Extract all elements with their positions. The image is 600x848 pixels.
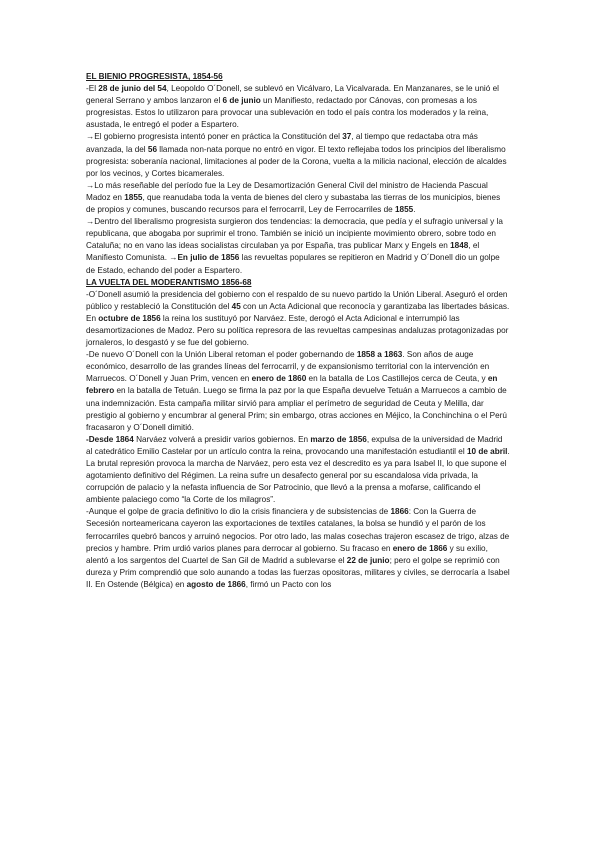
text-run: →El gobierno progresista intentó poner en práctica la Constitución del <box>86 132 343 142</box>
paragraph <box>86 349 510 434</box>
heading-bienio-progresista: EL BIENIO PROGRESISTA, 1854-56 <box>86 72 223 81</box>
heading-vuelta-moderantismo: LA VUELTA DEL MODERANTISMO 1856-68 <box>86 277 252 287</box>
paragraph <box>86 83 510 131</box>
text-run: -El <box>86 84 99 94</box>
bold-text: 6 de junio <box>222 96 261 106</box>
text-run: →Dentro del liberalismo progresista surgieron dos tendencias: la democracia, que pedía y el sufragio universal y la republicana, que abogaba por suprimir el trono. También se inició un incipiente movimiento obrero, sobre todo en Cataluña; no en vano las ideas socialistas circulaban ya por España, tras publicar Marx y Engels en <box>86 217 503 251</box>
bold-text: enero de 1860 <box>251 374 307 384</box>
text-run: en la batalla de Los Castillejos cerca de Ceuta, y <box>306 374 488 384</box>
text-run: →Lo más reseñable del período fue la Ley de Desamortización General Civil del ministro de Hacienda Pascual Madoz en <box>86 180 488 202</box>
text-run: -O´Donell asumió la presidencia del gobierno con el respaldo de su nuevo partido la Unión Liberal. Aseguró el orden público y restableció la Constitución del <box>86 289 508 311</box>
text-run: , que reanudaba toda la venta de bienes del clero y subastaba las tierras de los municipios, bienes de propios y comunes, buscando recursos para el ferrocarril, Ley de Ferrocarriles de <box>86 192 501 215</box>
text-run: -De nuevo O´Donell con la Unión Liberal retoman el poder gobernando de <box>86 350 357 360</box>
text-run: Narváez volverá a presidir varios gobiernos. En <box>133 434 311 444</box>
text-run: , el Manifiesto Comunista. → <box>86 241 480 263</box>
text-run: . <box>413 205 416 215</box>
text-run: con un Acta Adicional que reconocía y garantizaba las libertades básicas. En <box>86 301 510 323</box>
paragraph <box>86 180 510 216</box>
text-run: la reina los sustituyó por Narváez. Este, derogó el Acta Adicional e interrumpió las desamortizaciones de Madoz. Pero su política represora de las revueltas campesinas andaluzas protagonizadas por jornaleros, lo desgastó y se fue del gobierno. <box>86 313 509 348</box>
section-vuelta-moderantismo <box>86 289 510 591</box>
paragraph <box>86 506 510 591</box>
text-run: las revueltas populares se repitieron en Madrid y O´Donell dio un golpe de Estado, echando del poder a Espartero. <box>86 253 500 275</box>
bold-text: En julio de 1856 <box>177 253 240 263</box>
document-page <box>86 71 510 591</box>
paragraph <box>86 216 510 276</box>
text-run: -Aunque el golpe de gracia definitivo lo dio la crisis financiera y de subsistencias de <box>86 507 391 517</box>
text-run: llamada non-nata porque no entró en vigor. El texto reflejaba todos los principios del liberalismo progresista: soberanía nacional, limitaciones al poder de la Corona, vuelta a la milicia nacional, elección de alcaldes por los vecinos, y Cortes bicamerales. <box>86 144 507 178</box>
bold-text: 56 <box>147 144 158 154</box>
bold-text: -Desde 1864 <box>86 434 134 444</box>
text-run: ; pero el golpe se reprimió con dureza y Prim comprendió que solo aunando a todas las fuerzas opositoras, militares y civiles, se derrocaría a Isabel II. En Ostende (Bélgica) en <box>86 555 510 589</box>
bold-text: enero de 1866 <box>392 543 448 553</box>
text-run: , expulsa de la universidad de Madrid al catedrático Emilio Castelar por un artículo contra la reina, provocando una manifestación estudiantil el <box>86 434 503 456</box>
bold-text: 1848 <box>450 241 469 251</box>
text-run: . La brutal represión provoca la marcha de Narváez, pero esta vez el descredito es ya para Isabel II, lo que supone el agotamiento definitivo del Régimen. La reina sufre un desafecto general por su escandalosa vida privada, la corrupción de palacio y la nefasta influencia de Sor Patrocinio, que llevó a la prensa a mofarse, calificando el ambiente palaciego como “la Corte de los milagros”. <box>86 446 510 505</box>
bold-text: agosto de 1866 <box>186 579 246 589</box>
bold-text: 1866 <box>390 507 409 517</box>
paragraph <box>86 289 510 349</box>
section-bienio-progresista <box>86 83 510 277</box>
bold-text: 37 <box>342 132 352 142</box>
bold-text: octubre de 1856 <box>98 313 161 323</box>
bold-text: 22 de junio <box>346 555 390 565</box>
text-run: , al tiempo que redactaba otra más avanzada, la del <box>86 132 478 154</box>
bold-text: 28 de junio del 54 <box>98 84 167 94</box>
paragraph <box>86 434 510 507</box>
text-run: , firmó un Pacto con los <box>245 579 332 589</box>
bold-text: en febrero <box>86 374 498 396</box>
bold-text: 1858 a 1863 <box>356 350 403 360</box>
paragraph <box>86 131 510 179</box>
text-run: un Manifiesto, redactado por Cánovas, con promesas a los progresistas. Estos lo utilizaron para provocar una sublevación en todo el país contra los moderados y la reina, asustada, le entregó el poder a Espartero. <box>86 96 489 130</box>
text-run: . Son años de auge económico, desarrollo de las grandes líneas del ferrocarril, y de expansionismo territorial con la intervención en Marruecos. O´Donell y Juan Prim, vencen en <box>86 350 490 384</box>
bold-text: marzo de 1856 <box>310 434 367 444</box>
bold-text: 1855 <box>395 205 414 215</box>
text-run: : Con la Guerra de Secesión norteamericana cayeron las exportaciones de textiles catalanes, la bolsa se hundió y el parón de los ferrocarriles quebró bancos y arruinó negocios. Por otro lado, las malas cosechas trajeron escasez de trigo, alzas de precios y hambre. Prim urdió varios planes para derrocar al gobierno. Su fracaso en <box>86 507 510 553</box>
bold-text: 1855 <box>124 192 143 202</box>
text-run: , Leopoldo O´Donell, se sublevó en Vicálvaro, La Vicalvarada. En Manzanares, se le unió el general Serrano y ambos lanzaron el <box>86 84 499 106</box>
bold-text: 45 <box>231 301 241 311</box>
text-run: en la batalla de Tetuán. Luego se firma la paz por la que España devuelve Tetuán a Marruecos a cambio de una indemnización. Esta campaña militar sirvió para ampliar el perímetro de seguridad de Ceuta y Melilla, dar prestigio al gobierno y encumbrar al general Prim; sin embargo, otras acciones en Méjico, la Conchinchina o el Perú fracasaron y O´Donell dimitió. <box>86 386 507 432</box>
bold-text: 10 de abril <box>466 446 508 456</box>
text-run: y su exilio, alentó a los sargentos del Cuartel de San Gil de Madrid a sublevarse el <box>86 543 488 565</box>
